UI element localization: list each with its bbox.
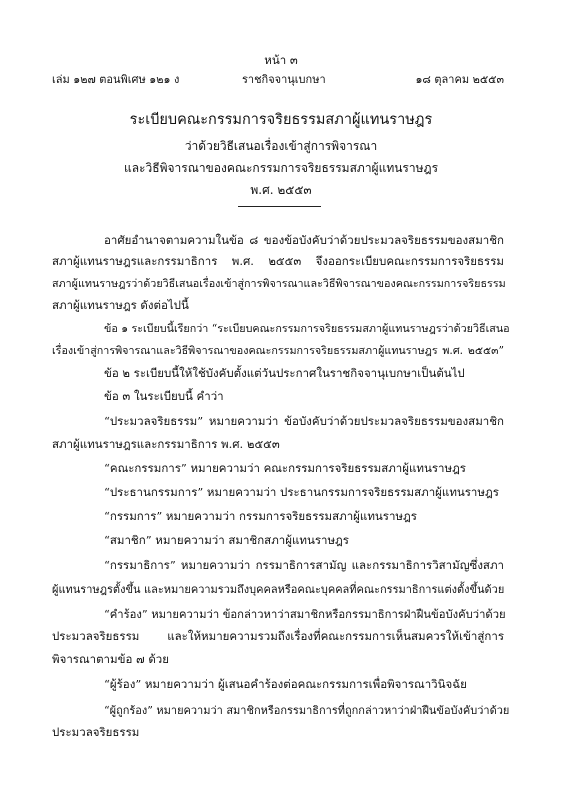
definition-commissioner: “กรรมาธิการ” หมายความว่า กรรมาธิการสามัญ และกรรมาธิการวิสามัญซึ่งสภา bbox=[104, 558, 504, 572]
definition-member: “สมาชิก” หมายความว่า สมาชิกสภาผู้แทนราษฎร bbox=[104, 533, 349, 547]
gazette-name: ราชกิจจานุเบกษา bbox=[242, 73, 326, 86]
definition-petition: “คำร้อง” หมายความว่า ข้อกล่าวหาว่าสมาชิกหรือกรรมาธิการฝ่าฝืนข้อบังคับว่าด้วย bbox=[104, 608, 506, 621]
document-year: พ.ศ. ๒๕๕๓ bbox=[250, 183, 312, 197]
body-line: สภาผู้แทนราษฎรและกรรมาธิการ พ.ศ. ๒๕๕๓ bbox=[52, 437, 280, 451]
volume-info: เล่ม ๑๒๗ ตอนพิเศษ ๑๒๑ ง bbox=[52, 73, 180, 86]
body-line: ประมวลจริยธรรม bbox=[52, 725, 140, 739]
body-line: สภาผู้แทนราษฎร ดังต่อไปนี้ bbox=[52, 298, 189, 312]
body-line: สภาผู้แทนราษฎรว่าด้วยวิธีเสนอเรื่องเข้าสู่การพิจารณาและวิธีพิจารณาของคณะกรรมการจริยธรรม bbox=[52, 277, 506, 290]
clause-2: ข้อ ๒ ระเบียบนี้ให้ใช้บังคับตั้งแต่วันประกาศในราชกิจจานุเบกษาเป็นต้นไป bbox=[104, 366, 465, 380]
body-line: สภาผู้แทนราษฎรและกรรมาธิการ พ.ศ. ๒๕๕๓ จึงออกระเบียบคณะกรรมการจริยธรรม bbox=[52, 254, 504, 268]
body-line: พิจารณาตามข้อ ๗ ด้วย bbox=[52, 652, 169, 666]
definition-respondent: “ผู้ถูกร้อง” หมายความว่า สมาชิกหรือกรรมาธิการที่ถูกกล่าวหาว่าฝ่าฝืนข้อบังคับว่าด้วย bbox=[104, 704, 510, 717]
definition-petitioner: “ผู้ร้อง” หมายความว่า ผู้เสนอคำร้องต่อคณะกรรมการเพื่อพิจารณาวินิจฉัย bbox=[104, 677, 467, 691]
document-title: ระเบียบคณะกรรมการจริยธรรมสภาผู้แทนราษฎร bbox=[129, 112, 433, 128]
issue-date: ๑๘ ตุลาคม ๒๕๕๓ bbox=[415, 73, 504, 86]
definition-chairman: “ประธานกรรมการ” หมายความว่า ประธานกรรมการจริยธรรมสภาผู้แทนราษฎร bbox=[104, 485, 499, 499]
definition-committee-member: “กรรมการ” หมายความว่า กรรมการจริยธรรมสภาผู้แทนราษฎร bbox=[104, 509, 417, 523]
body-line: ประมวลจริยธรรม และให้หมายความรวมถึงเรื่องที่คณะกรรมการเห็นสมควรให้เข้าสู่การ bbox=[52, 629, 504, 643]
gazette-header bbox=[52, 70, 504, 88]
title-divider bbox=[238, 206, 321, 207]
clause-1: ข้อ ๑ ระเบียบนี้เรียกว่า “ระเบียบคณะกรรมการจริยธรรมสภาผู้แทนราษฎรว่าด้วยวิธีเสนอ bbox=[104, 322, 510, 335]
document-subtitle-2: และวิธีพิจารณาของคณะกรรมการจริยธรรมสภาผู้แทนราษฎร bbox=[123, 161, 439, 175]
body-line: เรื่องเข้าสู่การพิจารณาและวิธีพิจารณาของคณะกรรมการจริยธรรมสภาผู้แทนราษฎร พ.ศ. ๒๕๕๓” bbox=[52, 344, 504, 357]
body-line: อาศัยอำนาจตามความในข้อ ๘ ของข้อบังคับว่าด้วยประมวลจริยธรรมของสมาชิก bbox=[104, 233, 504, 247]
definition-committee: “คณะกรรมการ” หมายความว่า คณะกรรมการจริยธรรมสภาผู้แทนราษฎร bbox=[104, 461, 466, 475]
clause-3: ข้อ ๓ ในระเบียบนี้ คำว่า bbox=[104, 389, 224, 403]
body-line: ผู้แทนราษฎรตั้งขึ้น และหมายความรวมถึงบุคคลหรือคณะบุคคลที่คณะกรรมาธิการแต่งตั้งขึ้นด้วย bbox=[52, 583, 505, 596]
page-number: หน้า ๓ bbox=[264, 53, 298, 67]
document-subtitle-1: ว่าด้วยวิธีเสนอเรื่องเข้าสู่การพิจารณา bbox=[184, 139, 378, 153]
definition-code-of-ethics: “ประมวลจริยธรรม” หมายความว่า ข้อบังคับว่าด้วยประมวลจริยธรรมของสมาชิก bbox=[104, 414, 504, 428]
